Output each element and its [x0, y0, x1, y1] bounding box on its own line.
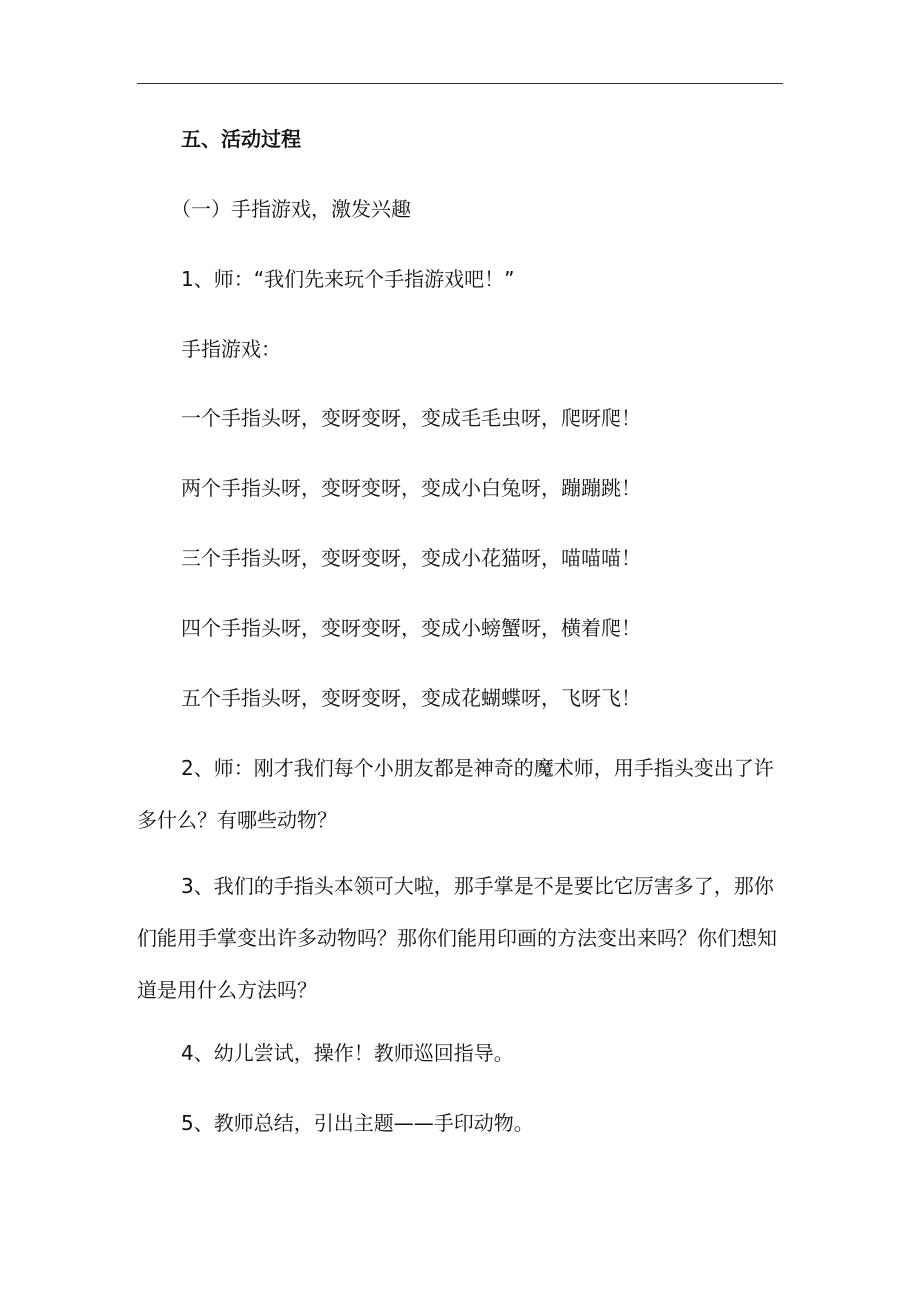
step-3: 3、我们的手指头本领可大啦，那手掌是不是要比它厉害多了，那你们能用手掌变出许多动物吗？那你们能用印画的方法变出来吗？你们想知道是用什么方法吗？: [137, 874, 777, 1002]
game-line: 三个手指头呀，变呀变呀，变成小花猫呀，喵喵喵！: [181, 546, 641, 570]
step-2: 2、师：刚才我们每个小朋友都是神奇的魔术师，用手指头变出了许多什么？有哪些动物？: [137, 756, 774, 832]
section-heading: 五、活动过程: [181, 127, 301, 151]
step-5: 5、教师总结，引出主题——手印动物。: [181, 1111, 534, 1135]
subheading: （一）手指游戏，激发兴趣: [171, 197, 411, 221]
game-title: 手指游戏：: [181, 337, 281, 361]
game-line: 四个手指头呀，变呀变呀，变成小螃蟹呀，横着爬！: [181, 616, 641, 640]
game-line: 一个手指头呀，变呀变呀，变成毛毛虫呀，爬呀爬！: [181, 406, 641, 430]
step-1: 1、师：“我们先来玩个手指游戏吧！”: [181, 267, 515, 291]
game-line: 五个手指头呀，变呀变呀，变成花蝴蝶呀，飞呀飞！: [181, 686, 641, 710]
step-4: 4、幼儿尝试，操作！教师巡回指导。: [181, 1041, 514, 1065]
game-line: 两个手指头呀，变呀变呀，变成小白兔呀，蹦蹦跳！: [181, 476, 641, 500]
